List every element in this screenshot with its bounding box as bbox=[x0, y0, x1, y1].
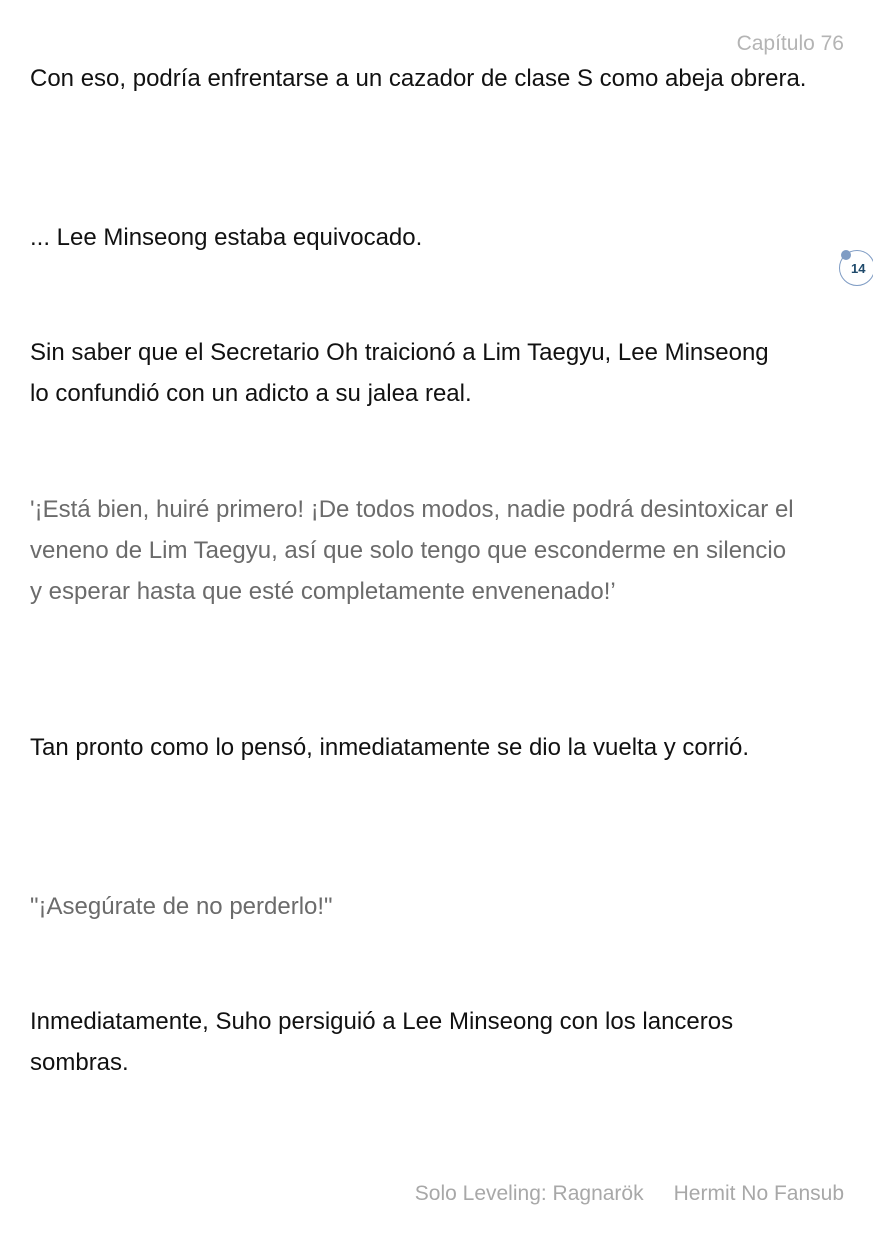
footer bbox=[415, 1182, 844, 1206]
thought-paragraph: '¡Está bien, huiré primero! ¡De todos modos, nadie podrá desintoxicar el veneno de Lim Taegyu, así que solo tengo que esconderme en silencio y esperar hasta que esté completamente envenenado!’ bbox=[30, 496, 794, 605]
paragraph: Con eso, podría enfrentarse a un cazador de clase S como abeja obrera. bbox=[30, 65, 807, 92]
paragraph: Sin saber que el Secretario Oh traicionó a Lim Taegyu, Lee Minseong lo confundió con un adicto a su jalea real. bbox=[30, 339, 769, 407]
dialogue-paragraph: "¡Asegúrate de no perderlo!" bbox=[30, 893, 333, 920]
chapter-title: Capítulo 76 bbox=[736, 32, 844, 55]
paragraph: Inmediatamente, Suho persiguió a Lee Minseong con los lanceros sombras. bbox=[30, 1008, 734, 1076]
paragraph: Tan pronto como lo pensó, inmediatamente se dio la vuelta y corrió. bbox=[30, 734, 750, 761]
comment-count: 14 bbox=[851, 261, 866, 276]
badge-dot-icon bbox=[841, 250, 851, 260]
novel-title: Solo Leveling: Ragnarök bbox=[414, 1182, 644, 1205]
paragraph: ... Lee Minseong estaba equivocado. bbox=[30, 224, 423, 251]
translator-credit: Hermit No Fansub bbox=[673, 1182, 844, 1205]
